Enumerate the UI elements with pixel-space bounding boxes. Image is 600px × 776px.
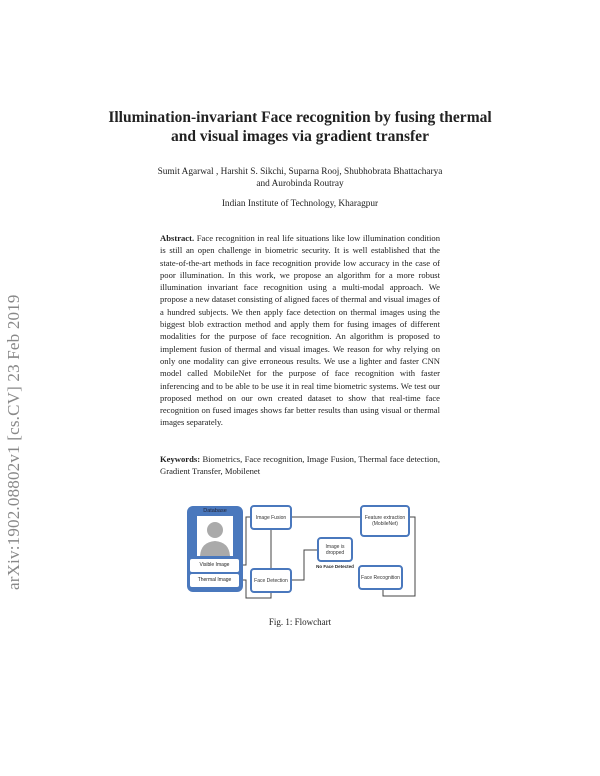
feature-extraction-box: Feature extraction (MobileNet) bbox=[360, 505, 410, 537]
face-recognition-box: Face Recognition bbox=[358, 565, 403, 590]
authors-line: Sumit Agarwal , Harshit S. Sikchi, Suparna Rooj, Shubhobrata Bhattacharya bbox=[157, 167, 443, 177]
authors-line: and Aurobinda Routray bbox=[256, 179, 344, 189]
abstract-label: Abstract. bbox=[160, 233, 195, 243]
visible-image-label: Visible Image bbox=[190, 559, 239, 572]
face-detection-box: Face Detection bbox=[250, 568, 292, 593]
abstract-text: Face recognition in real life situations like low illumination condition is still an open challenge in biometric security. It is well established that the state-of-the-art methods in face recognition provide low accuracy in the case of poor illumination. In this work, we propose an algorithm for a more robust illumination invariant face recognition using a multi-modal approach. We propose a new dataset consisting of aligned faces of thermal and visual images of a hundred subjects. We then apply face detection on thermal images using the biggest blob extraction method and apply them for fusing images of different modalities for the purpose of face recognition. An algorithm is proposed to implement fusion of thermal and visual images. We reason for why relying on only one modality can give erroneous results. We use a lighter and faster CNN model called MobileNet for the purpose of face recognition with faster inferencing and to be able to be use it in real time biometric systems. We test our proposed method on our own created dataset to show that real-time face recognition on fused images shows far better results than using visual or thermal images separately. bbox=[160, 233, 441, 428]
image-dropped-box: Image is dropped bbox=[317, 537, 353, 562]
image-fusion-box: Image Fusion bbox=[250, 505, 292, 530]
arxiv-identifier: arXiv:1902.08802v1 [cs.CV] 23 Feb 2019 bbox=[4, 294, 23, 590]
database-box bbox=[187, 506, 243, 592]
person-placeholder-icon bbox=[197, 516, 233, 556]
figure-caption: Fig. 1: Flowchart bbox=[268, 617, 332, 627]
no-face-label: No Face Detected bbox=[316, 564, 354, 569]
affiliation: Indian Institute of Technology, Kharagpur bbox=[221, 199, 379, 209]
thermal-image-label: Thermal Image bbox=[190, 574, 239, 587]
arrow-detection-to-dropped bbox=[292, 550, 317, 580]
database-label: Database bbox=[203, 508, 227, 514]
paper-title: Illumination-invariant Face recognition by fusing thermal and visual images via gradient transfer bbox=[108, 109, 492, 145]
keywords-label: Keywords: bbox=[160, 454, 201, 464]
keywords-text: Biometrics, Face recognition, Image Fusion, Thermal face detection, Gradient Transfer, Mobilenet bbox=[160, 454, 440, 477]
